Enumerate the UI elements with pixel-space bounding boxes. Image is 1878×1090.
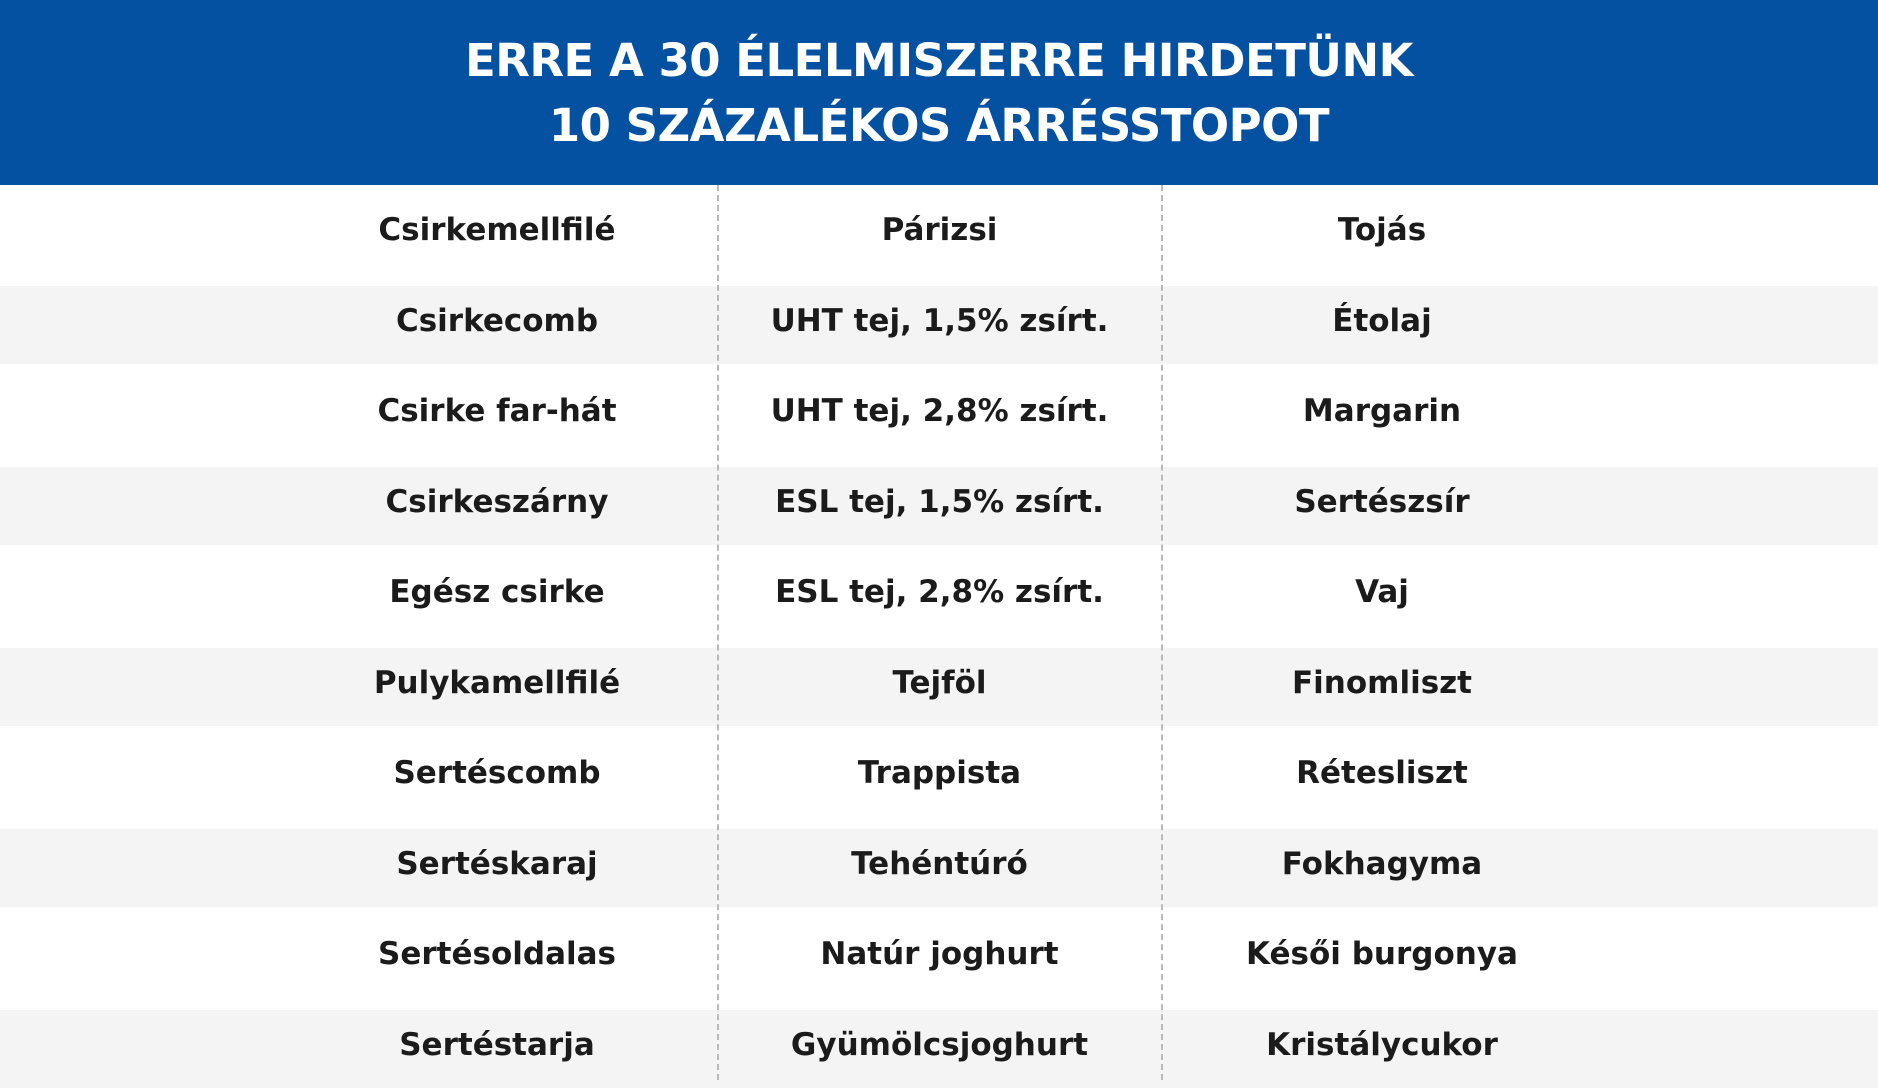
table-cell: Étolaj	[1163, 276, 1601, 367]
header-banner	[0, 0, 1878, 185]
table-cell: Fokhagyma	[1163, 819, 1601, 910]
table-cell: UHT tej, 1,5% zsírt.	[718, 276, 1161, 367]
table-cell: Sertéskaraj	[278, 819, 716, 910]
table-row	[0, 728, 1878, 819]
table-row	[0, 457, 1878, 548]
table-row	[0, 547, 1878, 638]
table-cell: Sertéscomb	[278, 728, 716, 819]
food-table	[0, 185, 1878, 1080]
table-row	[0, 638, 1878, 729]
table-row	[0, 276, 1878, 367]
table-cell: Sertéstarja	[278, 1000, 716, 1090]
table-row	[0, 366, 1878, 457]
table-cell: Tehéntúró	[718, 819, 1161, 910]
table-cell: Margarin	[1163, 366, 1601, 457]
table-cell: Csirke far-hát	[278, 366, 716, 457]
table-cell: Csirkemellfilé	[278, 185, 716, 276]
table-cell: ESL tej, 2,8% zsírt.	[718, 547, 1161, 638]
table-cell: Csirkecomb	[278, 276, 716, 367]
table-row	[0, 909, 1878, 1000]
table-row	[0, 185, 1878, 276]
table-cell: Pulykamellfilé	[278, 638, 716, 729]
table-cell: Trappista	[718, 728, 1161, 819]
table-cell: Párizsi	[718, 185, 1161, 276]
table-cell: Tejföl	[718, 638, 1161, 729]
table-cell: Sertészsír	[1163, 457, 1601, 548]
table-cell: Tojás	[1163, 185, 1601, 276]
header-title-line-2: 10 SZÁZALÉKOS ÁRRÉSSTOPOT	[549, 93, 1329, 158]
table-cell: Vaj	[1163, 547, 1601, 638]
table-cell: Késői burgonya	[1163, 909, 1601, 1000]
column-divider	[1161, 185, 1163, 1080]
table-cell: Rétesliszt	[1163, 728, 1601, 819]
table-cell: Egész csirke	[278, 547, 716, 638]
table-cell: Gyümölcsjoghurt	[718, 1000, 1161, 1090]
table-cell: Kristálycukor	[1163, 1000, 1601, 1090]
table-cell: Natúr joghurt	[718, 909, 1161, 1000]
table-cell: ESL tej, 1,5% zsírt.	[718, 457, 1161, 548]
table-cell: Finomliszt	[1163, 638, 1601, 729]
table-cell: Csirkeszárny	[278, 457, 716, 548]
table-row	[0, 1000, 1878, 1090]
header-title-line-1: ERRE A 30 ÉLELMISZERRE HIRDETÜNK	[465, 28, 1413, 93]
table-cell: UHT tej, 2,8% zsírt.	[718, 366, 1161, 457]
column-divider	[717, 185, 719, 1080]
table-cell: Sertésoldalas	[278, 909, 716, 1000]
table-row	[0, 819, 1878, 910]
